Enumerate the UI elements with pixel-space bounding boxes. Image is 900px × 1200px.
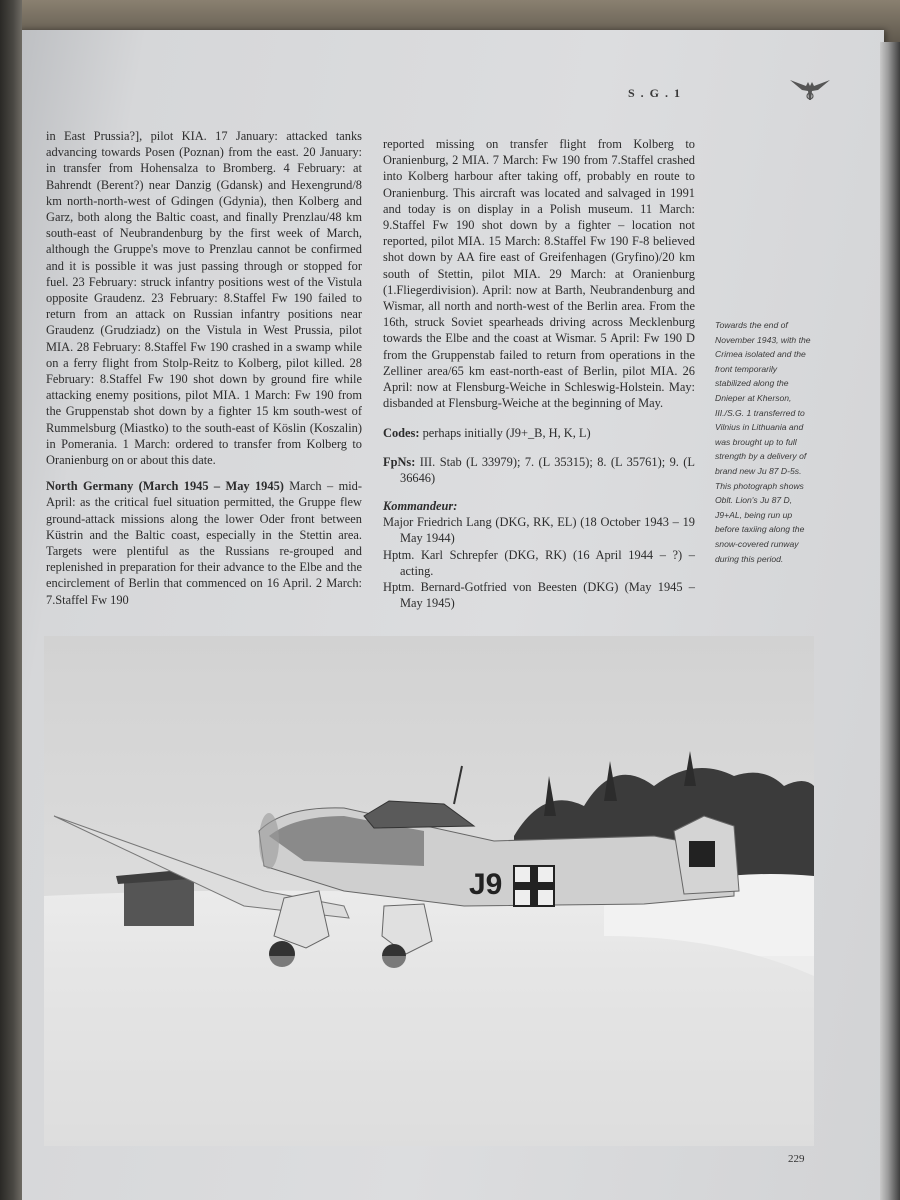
running-head: S.G.1	[628, 86, 687, 100]
book-binding	[0, 0, 22, 1200]
photo-illustration	[44, 636, 814, 1146]
luftwaffe-eagle-icon	[788, 74, 832, 104]
codes-text: perhaps initially (J9+_B, H, K, L)	[419, 426, 591, 441]
fpns-entry	[383, 454, 695, 486]
fuselage-code-text: J9	[469, 868, 503, 901]
kommandeur-entry: Hptm. Bernard-Gotfried von Beesten (DKG) (May 1945 – May 1945)	[383, 580, 695, 611]
kommandeur-entry: Hptm. Karl Schrepfer (DKG, RK) (16 April 1944 – ?) – acting.	[383, 547, 695, 578]
fpns-label: FpNs:	[383, 454, 416, 469]
paragraph-text: March – mid-April: as the critical fuel situation permitted, the Gruppe flew ground-attack missions along the lower Oder front between Küstrin and the Baltic coast, especially in the Stettin area. Targets were plentiful as the Russians re-grouped and replenished in preparation for their advance to the Elbe and the encirclement of Berlin that commenced on 16 April. 2 March: 7.Staffel Fw 190	[46, 479, 362, 607]
fpns-text: III. Stab (L 33979); 7. (L 35315); 8. (L 35761); 9. (L 36646)	[400, 454, 695, 485]
paragraph: in East Prussia?], pilot KIA. 17 January: attacked tanks advancing towards Posen (Poznan) from the east. 20 January: in transfer from Hohensalza to Bromberg. 4 February: at Bahrendt (Berent?) near Danzig (Gdansk) and Hexengrund/8 km north-north-west of Gdingen (Gdynia), then Kolberg and Garz, both along the Baltic coast, and finally Prenzlau/48 km south-east of Neubrandenburg by the first week of March, although the Gruppe's move to Prenzlau cannot be confirmed and it is possible it was just passing through or stopped for fuel. 23 February: struck infantry positions west of the Vistula opposite Graudenz. 23 February: 8.Staffel Fw 190 failed to return from an attack on Russian infantry positions near Graudenz (Grudziadz) on the Vistula in West Prussia, pilot MIA. 28 February: 8.Staffel Fw 190 crashed in a swamp while on a ferry flight from Stolp-Reitz to Kolberg, pilot killed. 28 February: 8.Staffel Fw 190 shot down by ground fire while attacking enemy positions, pilot MIA. 1 March: Fw 190 from the Gruppenstab shot down by a fighter 15 km south-west of Rummelsburg (Miastko) to the south-east of Köslin (Koszalin) in Pomerania. 1 March: ordered to transfer from Kolberg to Oranienburg on or about this date.	[46, 129, 362, 468]
photograph-ju87	[44, 636, 814, 1146]
page-stack-edge	[880, 42, 900, 1200]
paragraph: reported missing on transfer flight from Kolberg to Oranienburg, 2 MIA. 7 March: Fw 190 from 7.Staffel crashed into Kolberg harbour after taking off, probably en route to Oranienburg. This aircraft was located and salvaged in 1991 and today is on display in a Polish museum. 11 March: 9.Staffel Fw 190 shot down by a fighter – location not reported, pilot MIA. 15 March: 8.Staffel Fw 190 F-8 believed shot down by AA fire east of Greifenhagen (Gryfino)/20 km south of Stettin, pilot MIA. 29 March: at Oranienburg (1.Fliegerdivision). April: now at Barth, Neubrandenburg and Wismar, all north and north-west of the Berlin area. From the 16th, struck Soviet spearheads driving across Mecklenburg towards the Elbe and the coast at Wismar. 5 April: Fw 190 D from the Gruppenstab failed to return from operations in the Zelliner area/65 km east-north-east of Berlin, pilot MIA. 26 April: now at Flensburg-Weiche in Schleswig-Holstein. May: disbanded at Flensburg-Weiche at the beginning of May.	[383, 137, 695, 411]
kommandeur-entry: Major Friedrich Lang (DKG, RK, EL) (18 October 1943 – 19 May 1944)	[383, 515, 695, 546]
text-column-right	[383, 136, 695, 611]
codes-entry	[383, 425, 695, 441]
photo-caption: Towards the end of November 1943, with the Crimea isolated and the front temporarily stabilized along the Dnieper at Kherson, III./S.G. 1 transferred to Vilnius in Lithuania and was brought up to full strength by a delivery of brand new Ju 87 D-5s. This photograph shows Oblt. Lion's Ju 87 D, J9+AL, being run up before taxiing along the snow-covered runway during this period.	[715, 320, 811, 564]
section-heading: North Germany (March 1945 – May 1945)	[46, 479, 284, 494]
codes-label: Codes:	[383, 426, 420, 441]
page-number: 229	[788, 1153, 805, 1165]
kommandeur-heading: Kommandeur:	[383, 499, 458, 514]
paragraph-north-germany	[46, 478, 362, 608]
text-column-left	[46, 128, 362, 608]
